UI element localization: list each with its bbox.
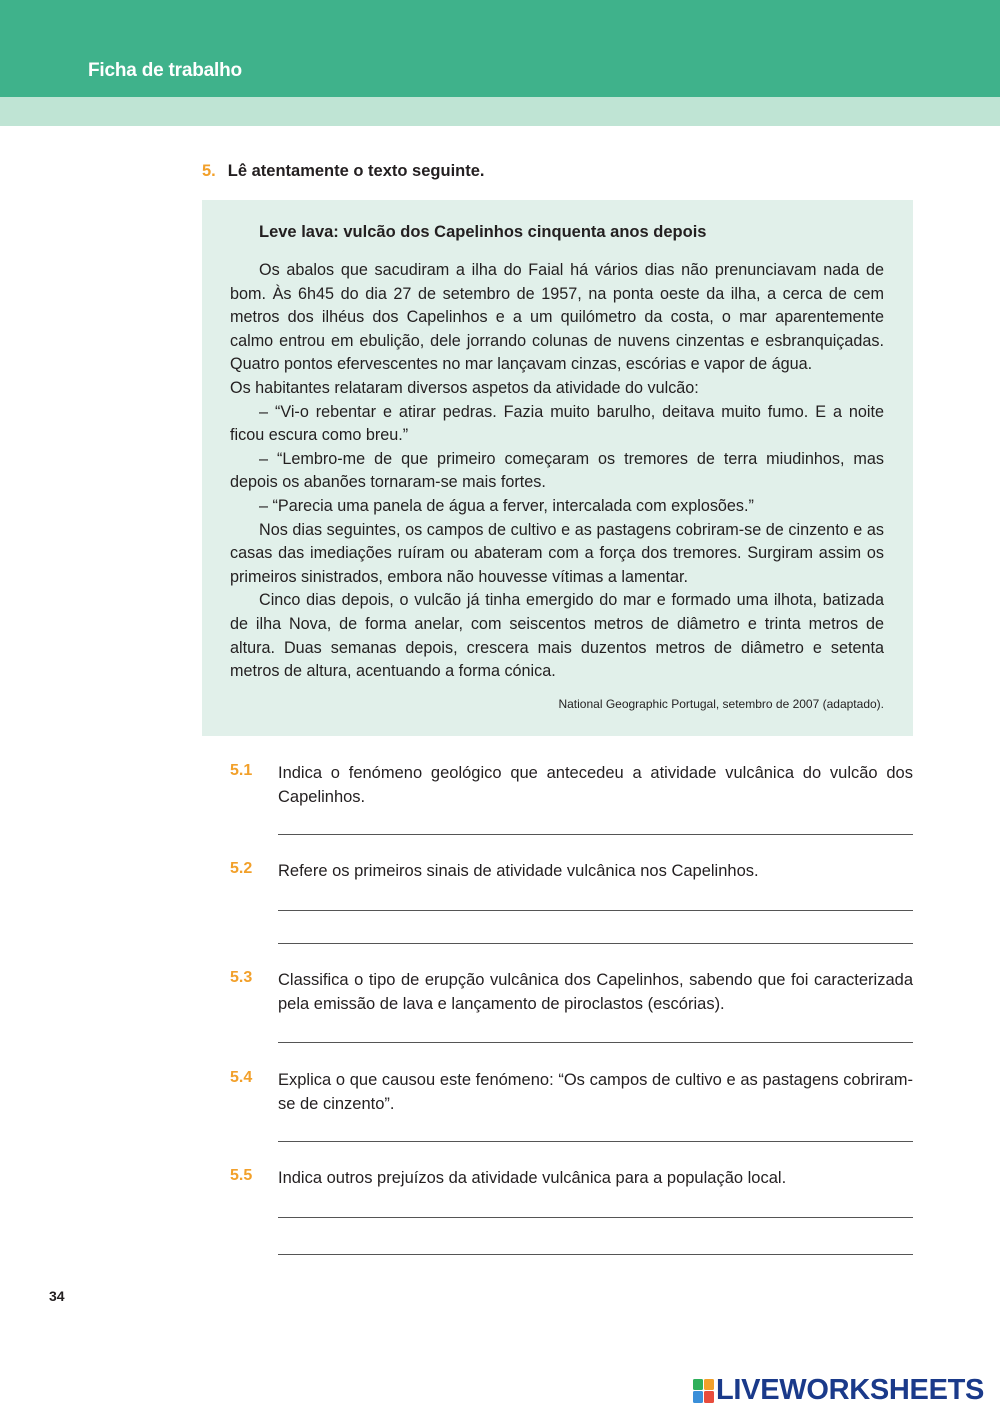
subquestion-text: Classifica o tipo de erupção vulcânica dos Capelinhos, sabendo que foi caracterizada pela emissão de lava e lançamento de piroclastos (escórias). bbox=[278, 971, 913, 1013]
subquestion-number: 5.1 bbox=[230, 762, 253, 779]
logo-text: LIVEWORKSHEETS bbox=[716, 1374, 985, 1406]
reading-body bbox=[230, 259, 884, 684]
answer-line-5-1[interactable] bbox=[278, 834, 913, 835]
subquestion-text: Indica o fenómeno geológico que antecedeu a atividade vulcânica do vulcão dos Capelinhos. bbox=[278, 764, 913, 806]
subquestion-number: 5.4 bbox=[230, 1069, 253, 1086]
paragraph: Os abalos que sacudiram a ilha do Faial há vários dias não prenunciavam nada de bom. Às 6h45 do dia 27 de setembro de 1957, na ponta oeste da ilha, a cerca de cem metros dos ilhéus dos Capelinhos e a um quilómetro da costa, o mar aparentemente calmo entrou em ebulição, dele jorrando colunas de nuvens cinzentas e esbranquiçadas. Quatro pontos efervescentes no mar lançavam cinzas, escórias e vapor de água. bbox=[230, 261, 884, 374]
question-number: 5. bbox=[202, 162, 216, 180]
subquestion-text: Indica outros prejuízos da atividade vulcânica para a população local. bbox=[278, 1169, 787, 1187]
page-number: 34 bbox=[49, 1288, 65, 1304]
subquestion-text: Refere os primeiros sinais de atividade vulcânica nos Capelinhos. bbox=[278, 862, 759, 880]
page-title: Ficha de trabalho bbox=[88, 60, 242, 81]
subquestion-number: 5.2 bbox=[230, 860, 253, 877]
answer-line-5-4[interactable] bbox=[278, 1141, 913, 1142]
paragraph: – “Vi-o rebentar e atirar pedras. Fazia muito barulho, deitava muito fumo. E a noite ficou escura como breu.” bbox=[230, 402, 884, 445]
paragraph: – “Lembro-me de que primeiro começaram os tremores de terra miudinhos, mas depois os abanões tornaram-se mais fortes. bbox=[230, 449, 884, 492]
subquestion-text: Explica o que causou este fenómeno: “Os campos de cultivo e as pastagens cobriram-se de cinzento”. bbox=[278, 1071, 913, 1113]
reading-source: National Geographic Portugal, setembro de 2007 (adaptado). bbox=[558, 697, 884, 711]
answer-line-5-3[interactable] bbox=[278, 1042, 913, 1043]
header-band bbox=[0, 0, 1000, 97]
reading-text-box bbox=[202, 200, 913, 736]
answer-line-5-2a[interactable] bbox=[278, 910, 913, 911]
question-5-instruction bbox=[202, 162, 484, 181]
question-text: Lê atentamente o texto seguinte. bbox=[227, 162, 485, 180]
liveworksheets-logo-icon bbox=[693, 1379, 714, 1403]
header-strip bbox=[0, 97, 1000, 126]
answer-line-5-5a[interactable] bbox=[278, 1217, 913, 1218]
paragraph: Cinco dias depois, o vulcão já tinha emergido do mar e formado uma ilhota, batizada de ilha Nova, de forma anelar, com seiscentos metros de diâmetro e trinta metros de altura. Duas semanas depois, crescera mais duzentos metros de diâmetro e setenta metros de altura, acentuando a forma cónica. bbox=[230, 591, 884, 681]
answer-line-5-5b[interactable] bbox=[278, 1254, 913, 1255]
paragraph: Nos dias seguintes, os campos de cultivo e as pastagens cobriram-se de cinzento e as casas das imediações ruíram ou abateram com a força dos tremores. Surgiram assim os primeiros sinistrados, embora não houvesse vítimas a lamentar. bbox=[230, 520, 884, 586]
reading-title: Leve lava: vulcão dos Capelinhos cinquenta anos depois bbox=[259, 223, 707, 241]
paragraph: – “Parecia uma panela de água a ferver, intercalada com explosões.” bbox=[259, 496, 754, 515]
subquestion-number: 5.3 bbox=[230, 969, 253, 986]
paragraph: Os habitantes relataram diversos aspetos da atividade do vulcão: bbox=[230, 378, 699, 397]
answer-line-5-2b[interactable] bbox=[278, 943, 913, 944]
subquestion-number: 5.5 bbox=[230, 1167, 253, 1184]
